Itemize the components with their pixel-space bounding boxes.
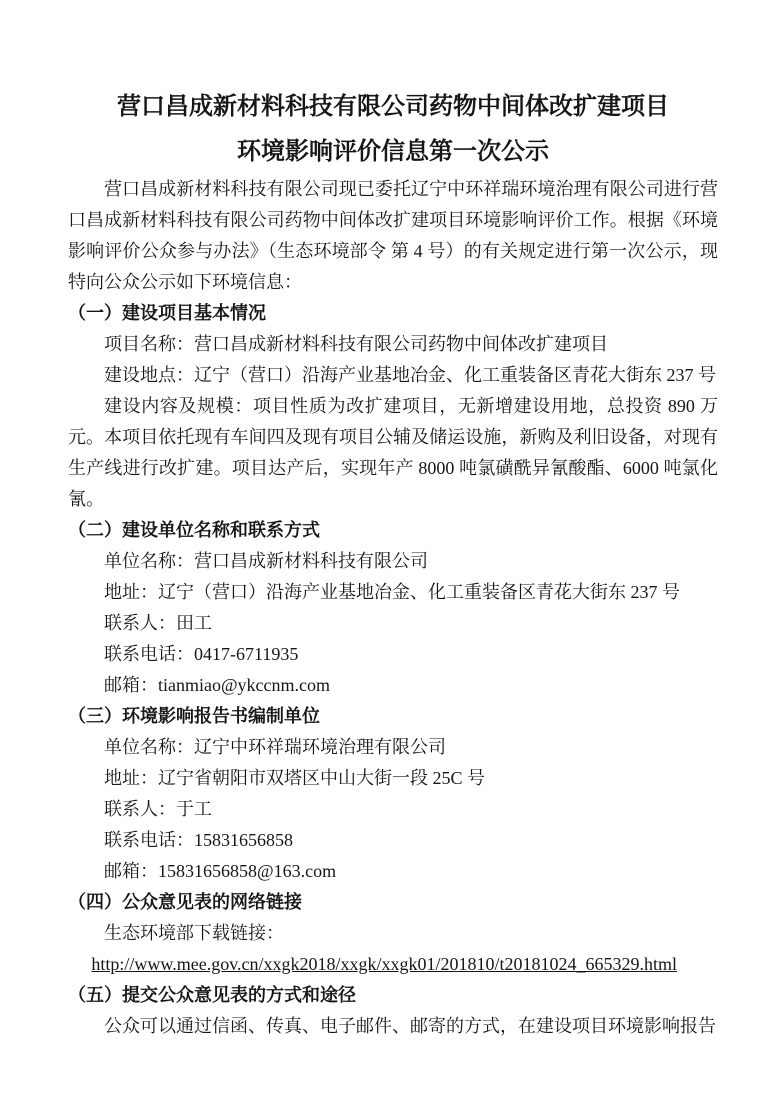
download-link-label-line: 生态环境部下载链接： (104, 923, 284, 943)
builder-phone-line: 联系电话：0417-6711935 (104, 644, 299, 664)
eia-agency-contact-line: 联系人：于工 (104, 799, 212, 819)
builder-contact-line: 联系人：田工 (104, 613, 212, 633)
eia-agency-email-line: 邮箱：15831656858@163.com (104, 861, 337, 881)
eia-agency-phone-line: 联系电话：15831656858 (104, 830, 293, 850)
section-3-heading: （三）环境影响报告书编制单位 (68, 706, 320, 726)
section-4-heading: （四）公众意见表的网络链接 (68, 892, 302, 912)
project-location-line: 建设地点：辽宁（营口）沿海产业基地冶金、化工重装备区青花大街东 237 号 (104, 365, 716, 385)
section-5-heading: （五）提交公众意见表的方式和途径 (68, 985, 356, 1005)
doc-title-line2: 环境影响评价信息第一次公示 (237, 138, 549, 165)
project-scale-paragraph: 建设内容及规模：项目性质为改扩建项目，无新增建设用地，总投资 890 万元。本项目依托现有车间四及现有项目公辅及储运设施，新购及利旧设备，对现有生产线进行改扩建。项目达产后，实现年产 8000 吨氯磺酰异氰酸酯、6000 吨氯化氰。 (68, 396, 718, 509)
builder-email-line: 邮箱：tianmiao@ykccnm.com (104, 675, 331, 695)
project-name-line: 项目名称：营口昌成新材料科技有限公司药物中间体改扩建项目 (104, 334, 608, 354)
builder-name-line: 单位名称：营口昌成新材料科技有限公司 (104, 551, 428, 571)
download-link-line (68, 949, 718, 980)
intro-paragraph: 营口昌成新材料科技有限公司现已委托辽宁中环祥瑞环境治理有限公司进行营口昌成新材料科技有限公司药物中间体改扩建项目环境影响评价工作。根据《环境影响评价公众参与办法》（生态环境部令 第 4 号）的有关规定进行第一次公示，现特向公众公示如下环境信息： (68, 179, 718, 292)
section-1-heading: （一）建设项目基本情况 (68, 303, 266, 323)
doc-title-line1: 营口昌成新材料科技有限公司药物中间体改扩建项目 (117, 93, 669, 120)
eia-agency-address-line: 地址：辽宁省朝阳市双塔区中山大街一段 25C 号 (104, 768, 486, 788)
submission-methods-paragraph: 公众可以通过信函、传真、电子邮件、邮寄的方式，在建设项目环境影响报告 (104, 1016, 716, 1036)
builder-address-line: 地址：辽宁（营口）沿海产业基地冶金、化工重装备区青花大街东 237 号 (104, 582, 680, 602)
public-comment-form-link[interactable]: http://www.mee.gov.cn/xxgk2018/xxgk/xxgk01/201810/t20181024_665329.html (91, 954, 678, 974)
section-2-heading: （二）建设单位名称和联系方式 (68, 520, 320, 540)
eia-agency-name-line: 单位名称：辽宁中环祥瑞环境治理有限公司 (104, 737, 446, 757)
